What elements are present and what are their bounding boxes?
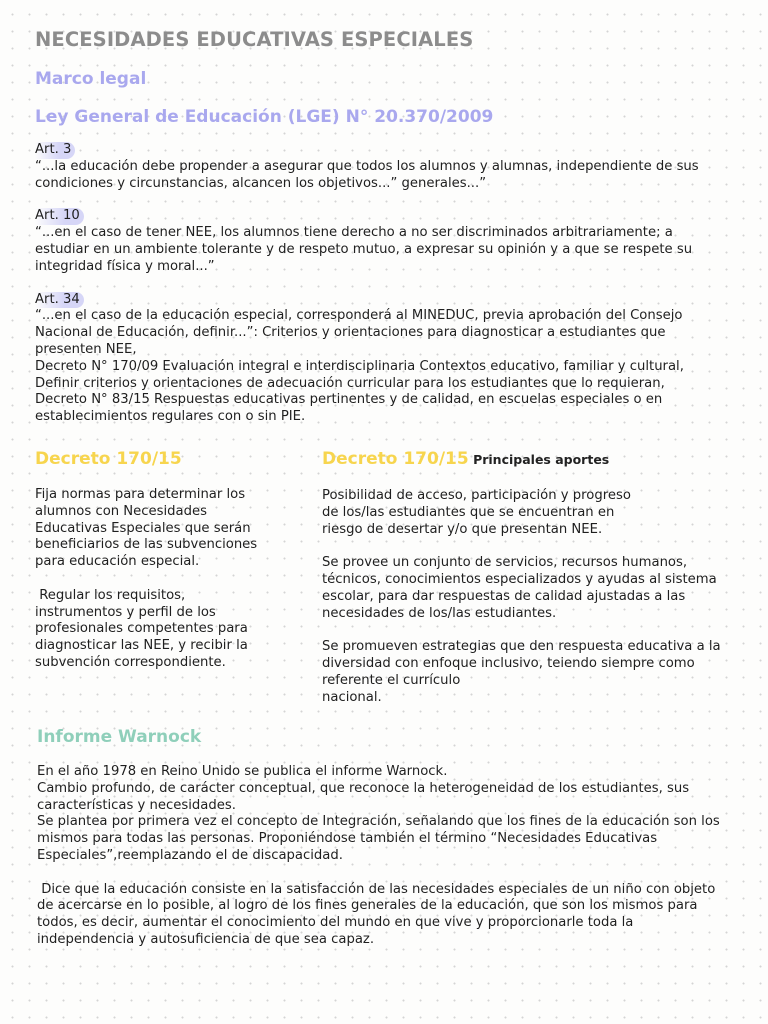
article-text-line: integridad física y moral...”	[35, 258, 215, 274]
decreto-columns	[35, 448, 740, 708]
decreto-right-column	[322, 448, 742, 706]
legal-section	[35, 26, 740, 426]
decreto-left-line: alumnos con Necesidades	[35, 503, 207, 519]
warnock-line: Se plantea por primera vez el concepto de Integración, señalando que los fines de la educación son los	[37, 814, 720, 830]
warnock-section	[37, 726, 742, 949]
decreto-left-line: instrumentos y perfil de los	[35, 604, 216, 620]
decreto-left-heading: Decreto 170/15	[35, 449, 182, 469]
decreto-right-line: nacional.	[322, 689, 382, 705]
article-text-line: estudiar en un ambiente tolerante y de respeto mutuo, a expresar su opinión y a que se respete su	[35, 241, 693, 257]
decreto-right-line: escolar, para dar respuestas de calidad ajustadas a las	[322, 588, 686, 604]
decreto-right-line: diversidad con enfoque inclusivo, teiendo siempre como	[322, 655, 695, 671]
decreto-right-line: referente el currículo	[322, 672, 461, 688]
warnock-line: todos, es decir, aumentar el conocimiento del mundo en que vive y proporcionarle toda la	[37, 915, 634, 931]
decreto-right-line: de los/las estudiantes que se encuentran en	[322, 504, 615, 520]
article-text-line: establecimientos regulares con o sin PIE.	[35, 409, 306, 425]
decreto-right-line: Posibilidad de acceso, participación y progreso	[322, 488, 631, 503]
decreto-right-line: riesgo de desertar y/o que presentan NEE.	[322, 521, 603, 537]
marco-legal-heading: Marco legal	[35, 69, 147, 89]
decreto-right-line: necesidades de los/las estudiantes.	[322, 605, 557, 621]
decreto-right-line: técnicos, conocimientos especializados y ayudas al sistema	[322, 571, 717, 587]
article-text-line: Nacional de Educación, definir...”: Criterios y orientaciones para diagnosticar a estudiantes que	[35, 325, 666, 341]
article-text-line: condiciones y circunstancias, alcancen los objetivos...” generales...”	[35, 175, 487, 191]
article-text-line: presenten NEE,	[35, 341, 137, 357]
warnock-line: independencia y autosuficiencia de que sea capaz.	[37, 931, 375, 947]
decreto-left-line: Regular los requisitos,	[35, 587, 186, 603]
article-10	[35, 208, 740, 275]
article-text-line: “...la educación debe propender a asegurar que todos los alumnos y alumnas, independiente de sus	[35, 158, 699, 174]
article-text-line: Decreto N° 83/15 Respuestas educativas pertinentes y de calidad, en escuelas especiales o en	[35, 392, 663, 408]
warnock-line: de acercarse en lo posible, al logro de los fines generales de la educación, que son los mismos para	[37, 898, 698, 914]
warnock-line: Cambio profundo, de carácter conceptual, que reconoce la heterogeneidad de los estudiantes, sus	[37, 780, 690, 796]
warnock-line: Dice que la educación consiste en la satisfacción de las necesidades especiales de un niño con objeto	[37, 881, 716, 897]
decreto-right-line: Se promueven estrategias que den respuesta educativa a la	[322, 639, 721, 655]
warnock-line: En el año 1978 en Reino Unido se publica el informe Warnock.	[37, 764, 448, 779]
article-label: Art. 3	[35, 142, 75, 159]
warnock-line: características y necesidades.	[37, 797, 236, 813]
decreto-left-line: subvención correspondiente.	[35, 654, 226, 670]
decreto-left-line: diagnosticar las NEE, y recibir la	[35, 638, 248, 654]
decreto-right-line: Se provee un conjunto de servicios, recursos humanos,	[322, 555, 688, 571]
warnock-line: mismos para todas las personas. Proponiéndose también el término “Necesidades Educativas	[37, 831, 658, 847]
article-text-line: Definir criterios y orientaciones de adecuación curricular para los estudiantes que lo requieran,	[35, 375, 665, 391]
article-label: Art. 34	[35, 292, 84, 309]
decreto-left-column	[35, 448, 285, 672]
article-34	[35, 292, 740, 426]
decreto-left-line: para educación especial.	[35, 554, 200, 570]
warnock-heading: Informe Warnock	[37, 727, 202, 747]
decreto-right-title: Decreto 170/15	[322, 449, 469, 469]
article-text-line: Decreto N° 170/09 Evaluación integral e interdisciplinaria Contextos educativo, familiar y cultural,	[35, 358, 684, 374]
ley-heading: Ley General de Educación (LGE) N° 20.370/2009	[35, 107, 494, 127]
decreto-right-heading	[322, 448, 742, 471]
principales-aportes-note: Principales aportes	[468, 452, 610, 467]
decreto-left-line: profesionales competentes para	[35, 621, 248, 637]
article-text-line: “...en el caso de tener NEE, los alumnos tiene derecho a no ser discriminados arbitrariamente; a	[35, 225, 673, 241]
article-label: Art. 10	[35, 208, 84, 225]
page-title: NECESIDADES EDUCATIVAS ESPECIALES	[35, 28, 474, 51]
article-text-line: “...en el caso de la educación especial, corresponderá al MINEDUC, previa aprobación del Consejo	[35, 308, 683, 324]
article-3	[35, 142, 740, 192]
decreto-left-line: beneficiarios de las subvenciones	[35, 537, 258, 553]
warnock-line: Especiales”,reemplazando el de discapacidad.	[37, 847, 343, 863]
decreto-left-line: Fija normas para determinar los	[35, 487, 246, 502]
decreto-left-line: Educativas Especiales que serán	[35, 520, 251, 536]
